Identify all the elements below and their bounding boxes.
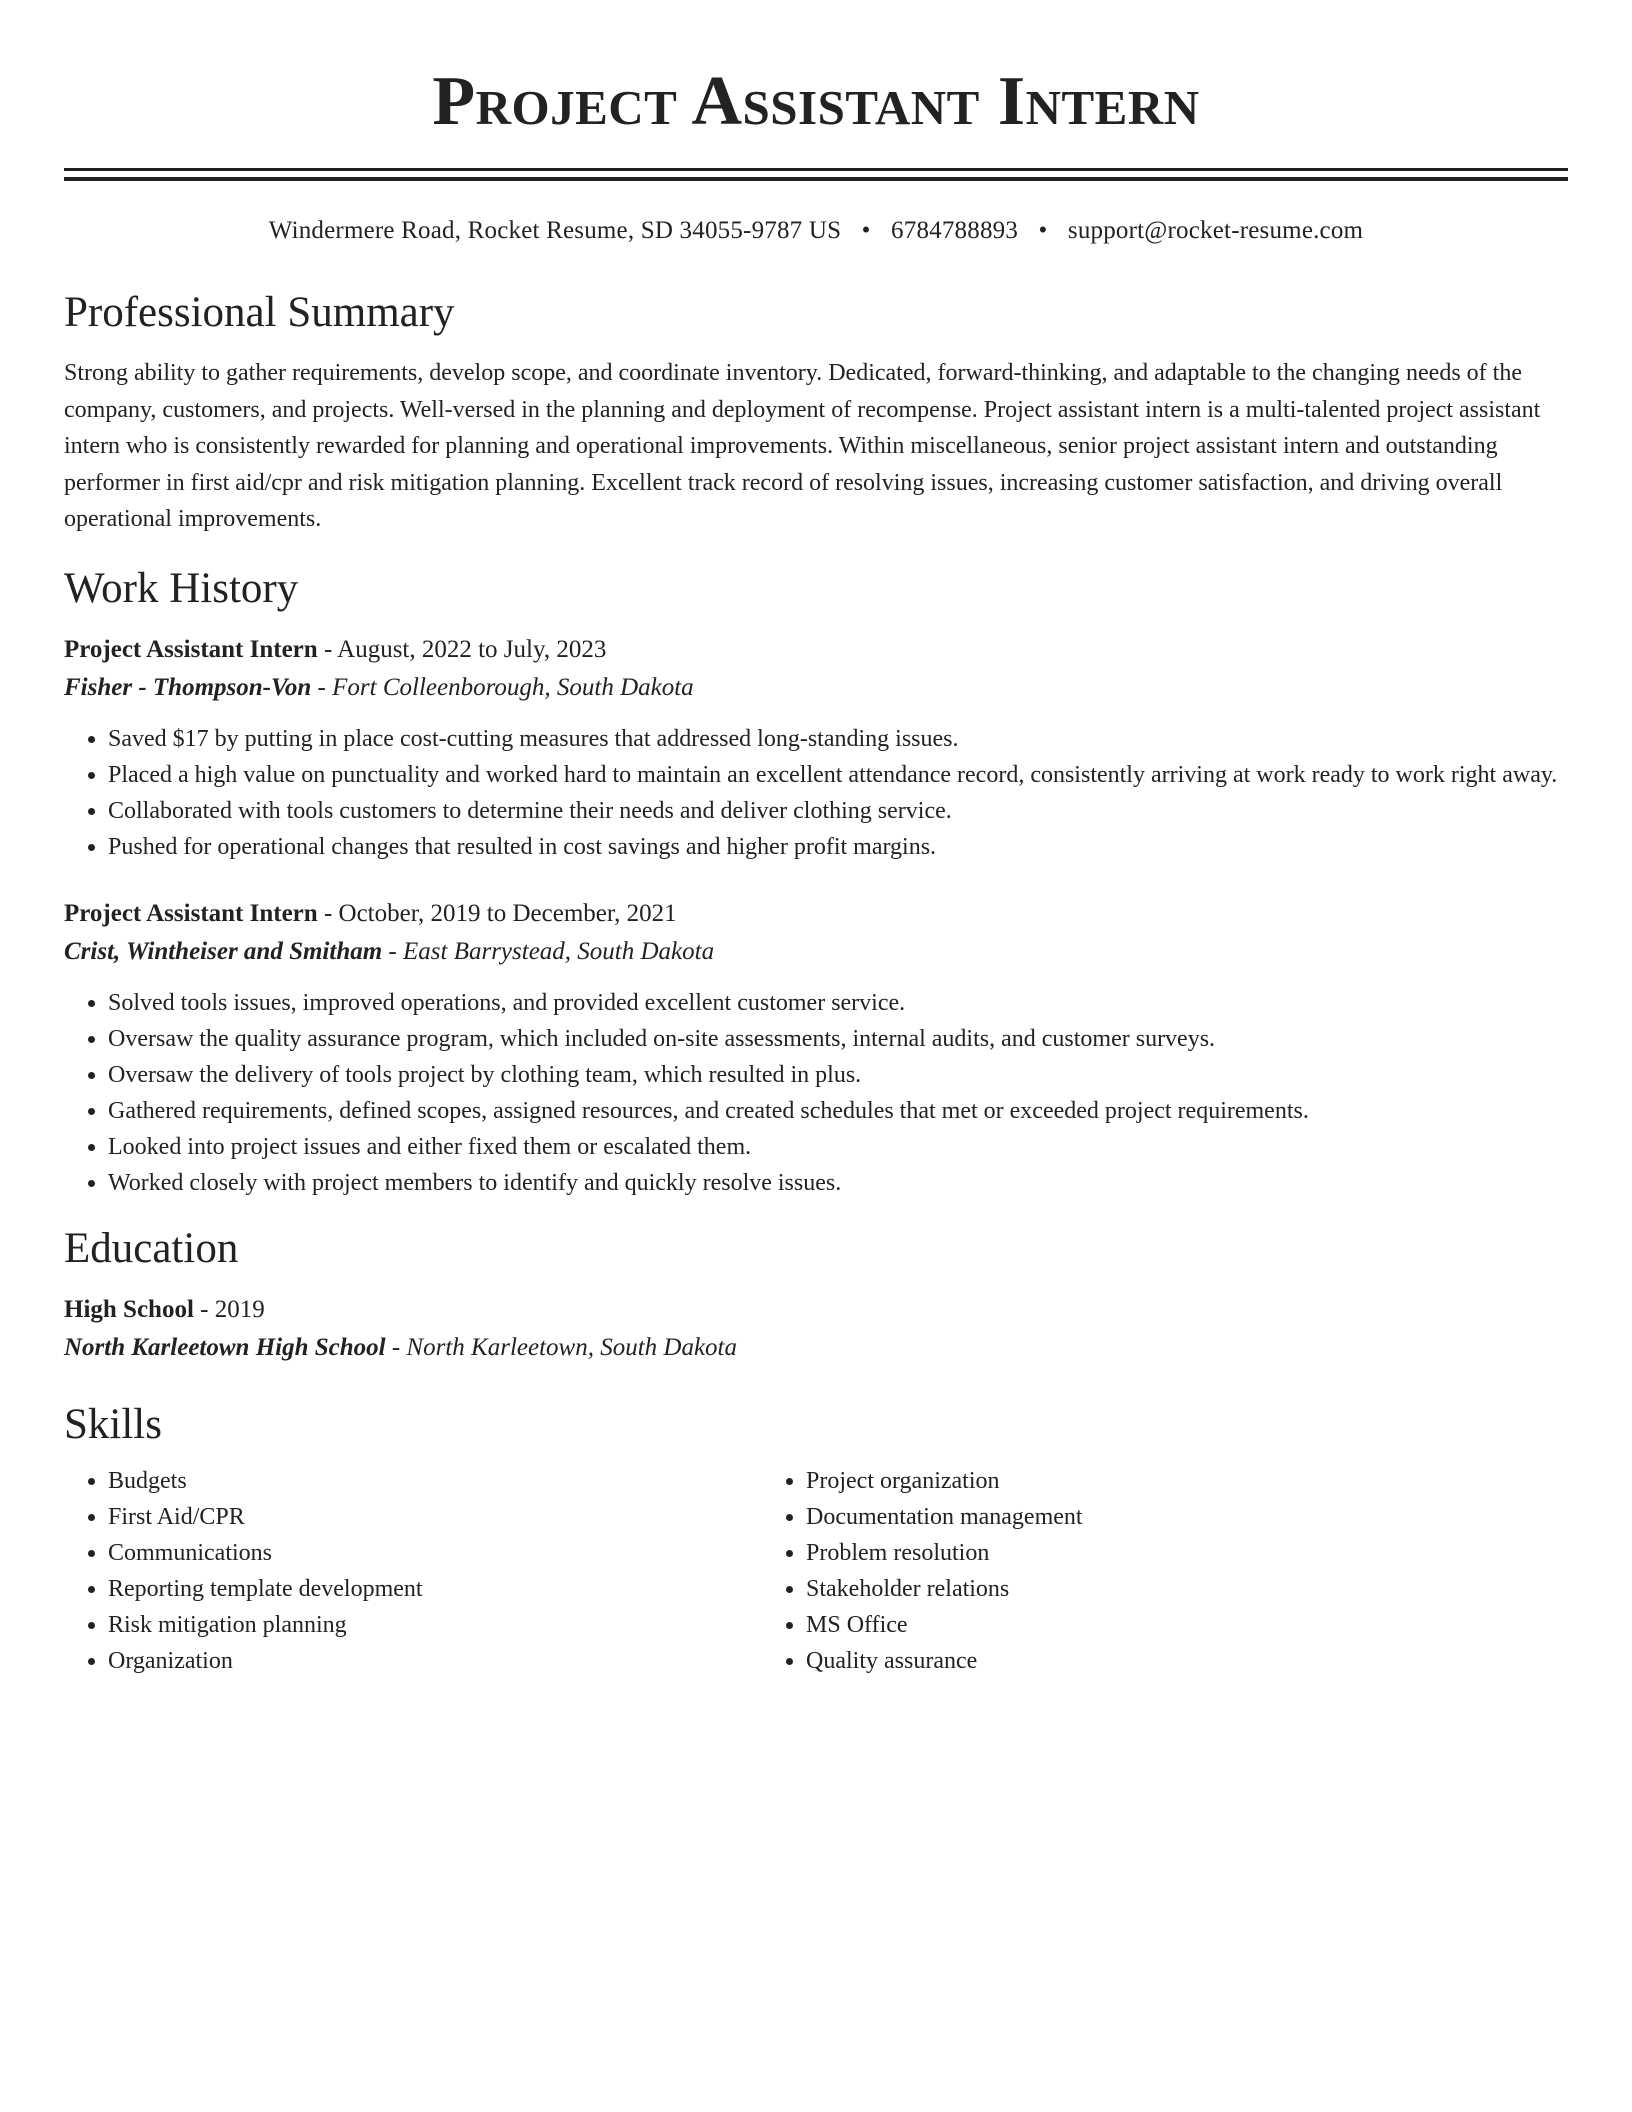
education-degree: High School (64, 1295, 194, 1323)
skill-item: • Communications (108, 1535, 762, 1571)
contact-line (64, 215, 1568, 247)
job-bullet-list (64, 721, 1568, 865)
skill-item: • Project organization (806, 1463, 1562, 1499)
job-position: Project Assistant Intern (64, 899, 318, 927)
job-entry (64, 631, 1568, 865)
work-history-heading: Work History (64, 564, 299, 612)
job-bullet: • Placed a high value on punctuality and worked hard to maintain an excellent attendance record, consistently arriving at work ready to work right away. (108, 757, 1568, 793)
job-bullet: • Worked closely with project members to identify and quickly resolve issues. (108, 1165, 1568, 1201)
job-dates: - August, 2022 to July, 2023 (317, 635, 607, 663)
skill-item: • First Aid/CPR (108, 1499, 762, 1535)
skill-item: • Reporting template development (108, 1571, 762, 1607)
skill-item: • Budgets (108, 1463, 762, 1499)
header-divider-bottom (64, 177, 1568, 181)
job-entry (64, 895, 1568, 1201)
job-bullet: • Looked into project issues and either fixed them or escalated them. (108, 1129, 1568, 1165)
skill-item: • Risk mitigation planning (108, 1607, 762, 1643)
education-school-line (64, 1329, 1568, 1367)
job-bullet: • Pushed for operational changes that resulted in cost savings and higher profit margins. (108, 829, 1568, 865)
job-dates: - October, 2019 to December, 2021 (317, 899, 677, 927)
skill-item: • Quality assurance (806, 1643, 1562, 1679)
summary-heading: Professional Summary (64, 289, 455, 336)
education-location: - North Karleetown, South Dakota (385, 1333, 737, 1361)
resume-name: Project Assistant Intern (432, 63, 1200, 140)
job-title-line (64, 631, 1568, 669)
skills-columns (64, 1463, 1568, 1679)
job-bullet: • Solved tools issues, improved operations, and provided excellent customer service. (108, 985, 1568, 1021)
skill-item: • Documentation management (806, 1499, 1562, 1535)
job-bullet: • Oversaw the quality assurance program, which included on-site assessments, internal audits, and customer surveys. (108, 1021, 1568, 1057)
job-company: Crist, Wintheiser and Smitham (64, 937, 383, 965)
education-school: North Karleetown High School (64, 1333, 386, 1361)
header-divider-top (64, 168, 1568, 171)
skill-item: • MS Office (806, 1607, 1562, 1643)
job-bullet: • Collaborated with tools customers to determine their needs and deliver clothing service. (108, 793, 1568, 829)
job-bullet: • Oversaw the delivery of tools project by clothing team, which resulted in plus. (108, 1057, 1568, 1093)
contact-separator: • (861, 217, 871, 244)
skill-item: • Problem resolution (806, 1535, 1562, 1571)
job-location: - East Barrystead, South Dakota (382, 937, 715, 965)
contact-phone: 6784788893 (891, 217, 1019, 244)
job-bullet-list (64, 985, 1568, 1201)
job-title-line (64, 895, 1568, 933)
job-location: - Fort Colleenborough, South Dakota (311, 673, 694, 701)
skills-list-left (64, 1463, 762, 1679)
contact-email: support@rocket-resume.com (1067, 217, 1364, 244)
job-company-line (64, 933, 1568, 971)
skills-list-right (762, 1463, 1562, 1679)
job-bullet: • Saved $17 by putting in place cost-cutting measures that addressed long-standing issues. (108, 721, 1568, 757)
summary-text: Strong ability to gather requirements, develop scope, and coordinate inventory. Dedicated, forward-thinking, and adaptable to the changing needs of the company, customers, and projects. Well-versed in the planning and deployment of recompense. Project assistant intern is a multi-talented project assistant intern who is consistently rewarded for planning and operational improvements. Within miscellaneous, senior project assistant intern and outstanding performer in first aid/cpr and risk mitigation planning. Excellent track record of resolving issues, increasing customer satisfaction, and driving overall operational improvements. (64, 360, 1541, 532)
job-company-line (64, 669, 1568, 707)
contact-address: Windermere Road, Rocket Resume, SD 34055-9787 US (268, 217, 842, 244)
skill-item: • Organization (108, 1643, 762, 1679)
education-degree-line (64, 1291, 1568, 1329)
skills-heading: Skills (64, 1400, 162, 1448)
job-bullet: • Gathered requirements, defined scopes, assigned resources, and created schedules that met or exceeded project requirements. (108, 1093, 1568, 1129)
job-position: Project Assistant Intern (64, 635, 318, 663)
education-heading: Education (64, 1224, 239, 1272)
skill-item: • Stakeholder relations (806, 1571, 1562, 1607)
education-year: - 2019 (193, 1295, 265, 1323)
contact-separator: • (1038, 217, 1048, 244)
job-company: Fisher - Thompson-Von (64, 673, 312, 701)
